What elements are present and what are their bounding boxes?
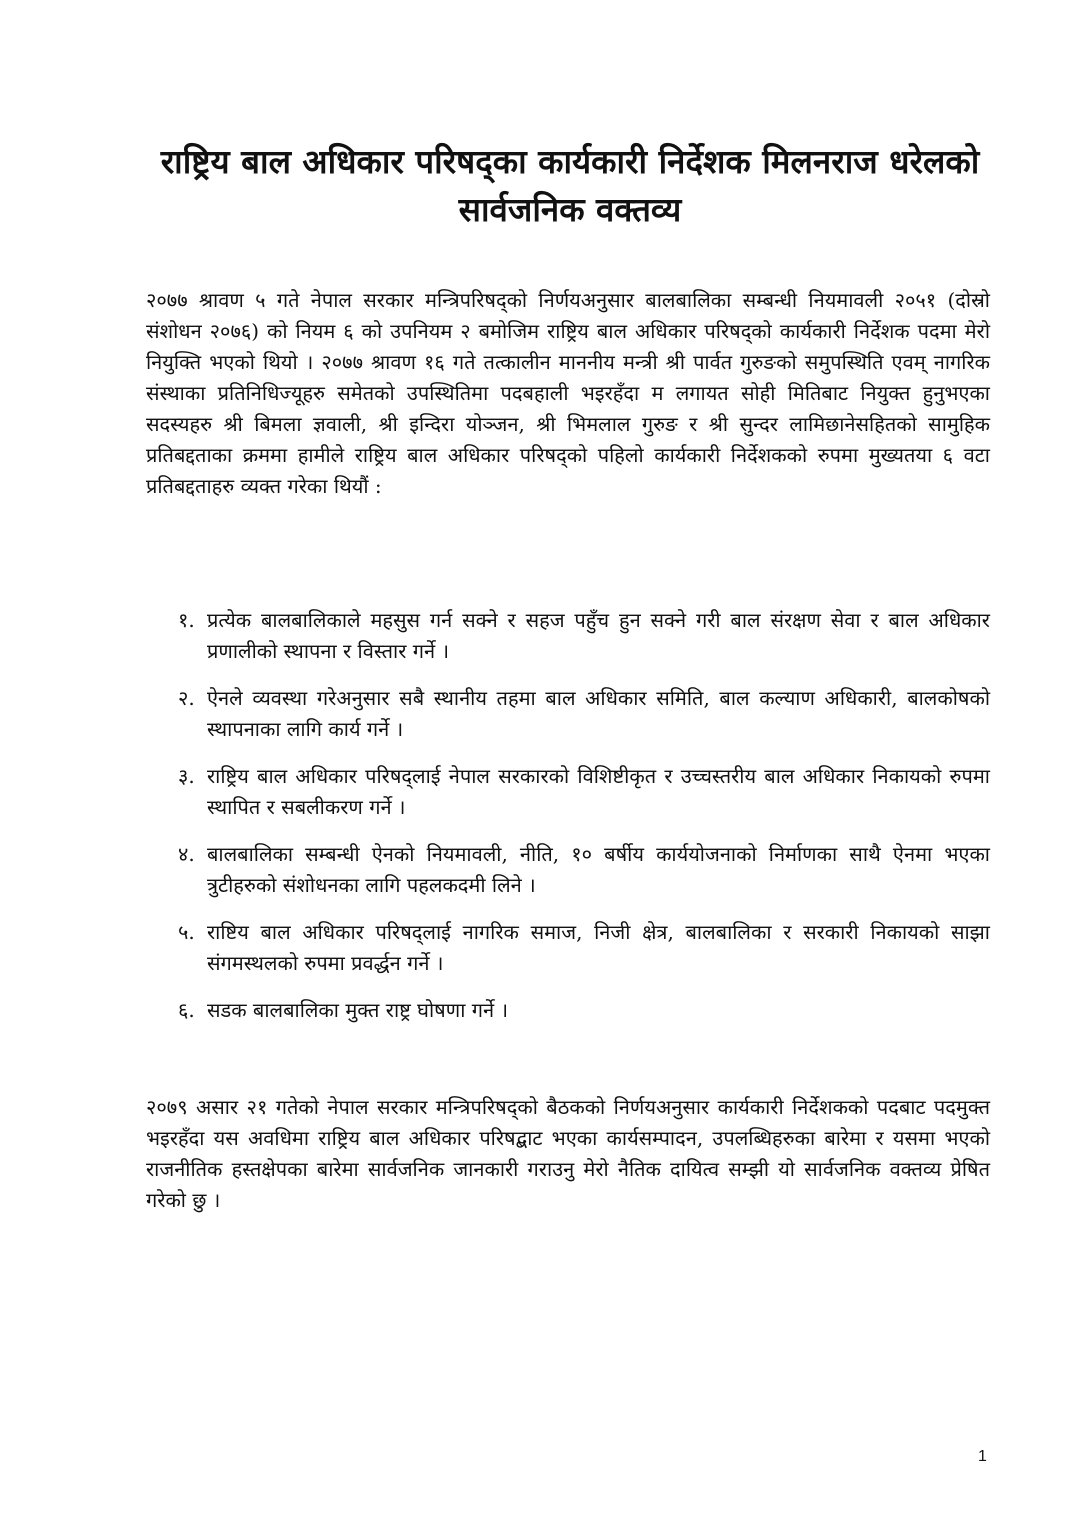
list-item-number: ५. <box>178 920 195 944</box>
title-line-1: राष्ट्रिय बाल अधिकार परिषद्का कार्यकारी निर्देशक मिलनराज धरेलको <box>160 142 980 181</box>
closing-paragraph: २०७९ असार २१ गतेको नेपाल सरकार मन्त्रिपरिषद्को बैठकको निर्णयअनुसार कार्यकारी निर्देशकको पदबाट पदमुक्त भइरहँदा यस अवधिमा राष्ट्रिय बाल अधिकार परिषद्बाट भएका कार्यसम्पादन, उपलब्धिहरुका बारेमा र यसमा भएको राजनीतिक हस्तक्षेपका बारेमा सार्वजनिक जानकारी गराउनु मेरो नैतिक दायित्व सम्झी यो सार्वजनिक वक्तव्य प्रेषित गरेको छु । <box>146 1095 990 1212</box>
list-item-number: ६. <box>178 998 195 1022</box>
page-number: 1 <box>978 1448 987 1465</box>
list-item-text: प्रत्येक बालबालिकाले महसुस गर्न सक्ने र सहज पहुँच हुन सक्ने गरी बाल संरक्षण सेवा र बाल अधिकार प्रणालीको स्थापना र विस्तार गर्ने । <box>207 608 990 663</box>
list-item <box>178 917 990 979</box>
list-item-number: २. <box>178 686 195 710</box>
list-item-text: बालबालिका सम्बन्धी ऐनको नियमावली, नीति, १० बर्षीय कार्ययोजनाको निर्माणका साथै ऐनमा भएका त्रुटीहरुको संशोधनका लागि पहलकदमी लिने । <box>207 842 990 897</box>
list-item <box>178 761 990 823</box>
list-item-number: १. <box>178 608 195 632</box>
list-item <box>178 839 990 901</box>
list-item <box>178 605 990 667</box>
list-item <box>178 995 990 1026</box>
intro-paragraph: २०७७ श्रावण ५ गते नेपाल सरकार मन्त्रिपरिषद्को निर्णयअनुसार बालबालिका सम्बन्धी नियमावली २०५१ (दोस्रो संशोधन २०७६) को नियम ६ को उपनियम २ बमोजिम राष्ट्रिय बाल अधिकार परिषद्को कार्यकारी निर्देशक पदमा मेरो नियुक्ति भएको थियो । २०७७ श्रावण १६ गते तत्कालीन माननीय मन्त्री श्री पार्वत गुरुङको समुपस्थिति एवम् नागरिक संस्थाका प्रतिनिधिज्यूहरु समेतको उपस्थितिमा पदबहाली भइरहँदा म लगायत सोही मितिबाट नियुक्त हुनुभएका सदस्यहरु श्री बिमला ज्ञवाली, श्री इन्दिरा योञ्जन, श्री भिमलाल गुरुङ र श्री सुन्दर लामिछानेसहितको सामुहिक प्रतिबद्दताका क्रममा हामीले राष्ट्रिय बाल अधिकार परिषद्को पहिलो कार्यकारी निर्देशकको रुपमा मुख्यतया ६ वटा प्रतिबद्दताहरु व्यक्त गरेका थियौं : <box>146 288 990 498</box>
list-item-text: सडक बालबालिका मुक्त राष्ट्र घोषणा गर्ने । <box>207 998 509 1022</box>
list-item-text: राष्ट्रिय बाल अधिकार परिषद्लाई नेपाल सरकारको विशिष्टीकृत र उच्चस्तरीय बाल अधिकार निकायको रुपमा स्थापित र सबलीकरण गर्ने । <box>207 764 990 819</box>
commitments-list <box>178 605 990 1042</box>
list-item <box>178 683 990 745</box>
list-item-number: ३. <box>178 764 195 788</box>
document-title <box>140 138 1000 234</box>
list-item-text: राष्टिय बाल अधिकार परिषद्लाई नागरिक समाज, निजी क्षेत्र, बालबालिका र सरकारी निकायको साझा संगमस्थलको रुपमा प्रवर्द्धन गर्ने । <box>207 920 990 975</box>
list-item-text: ऐनले व्यवस्था गरेअनुसार सबै स्थानीय तहमा बाल अधिकार समिति, बाल कल्याण अधिकारी, बालकोषको स्थापनाका लागि कार्य गर्ने । <box>207 686 990 741</box>
title-line-2: सार्वजनिक वक्तव्य <box>458 190 682 229</box>
list-item-number: ४. <box>178 842 195 866</box>
